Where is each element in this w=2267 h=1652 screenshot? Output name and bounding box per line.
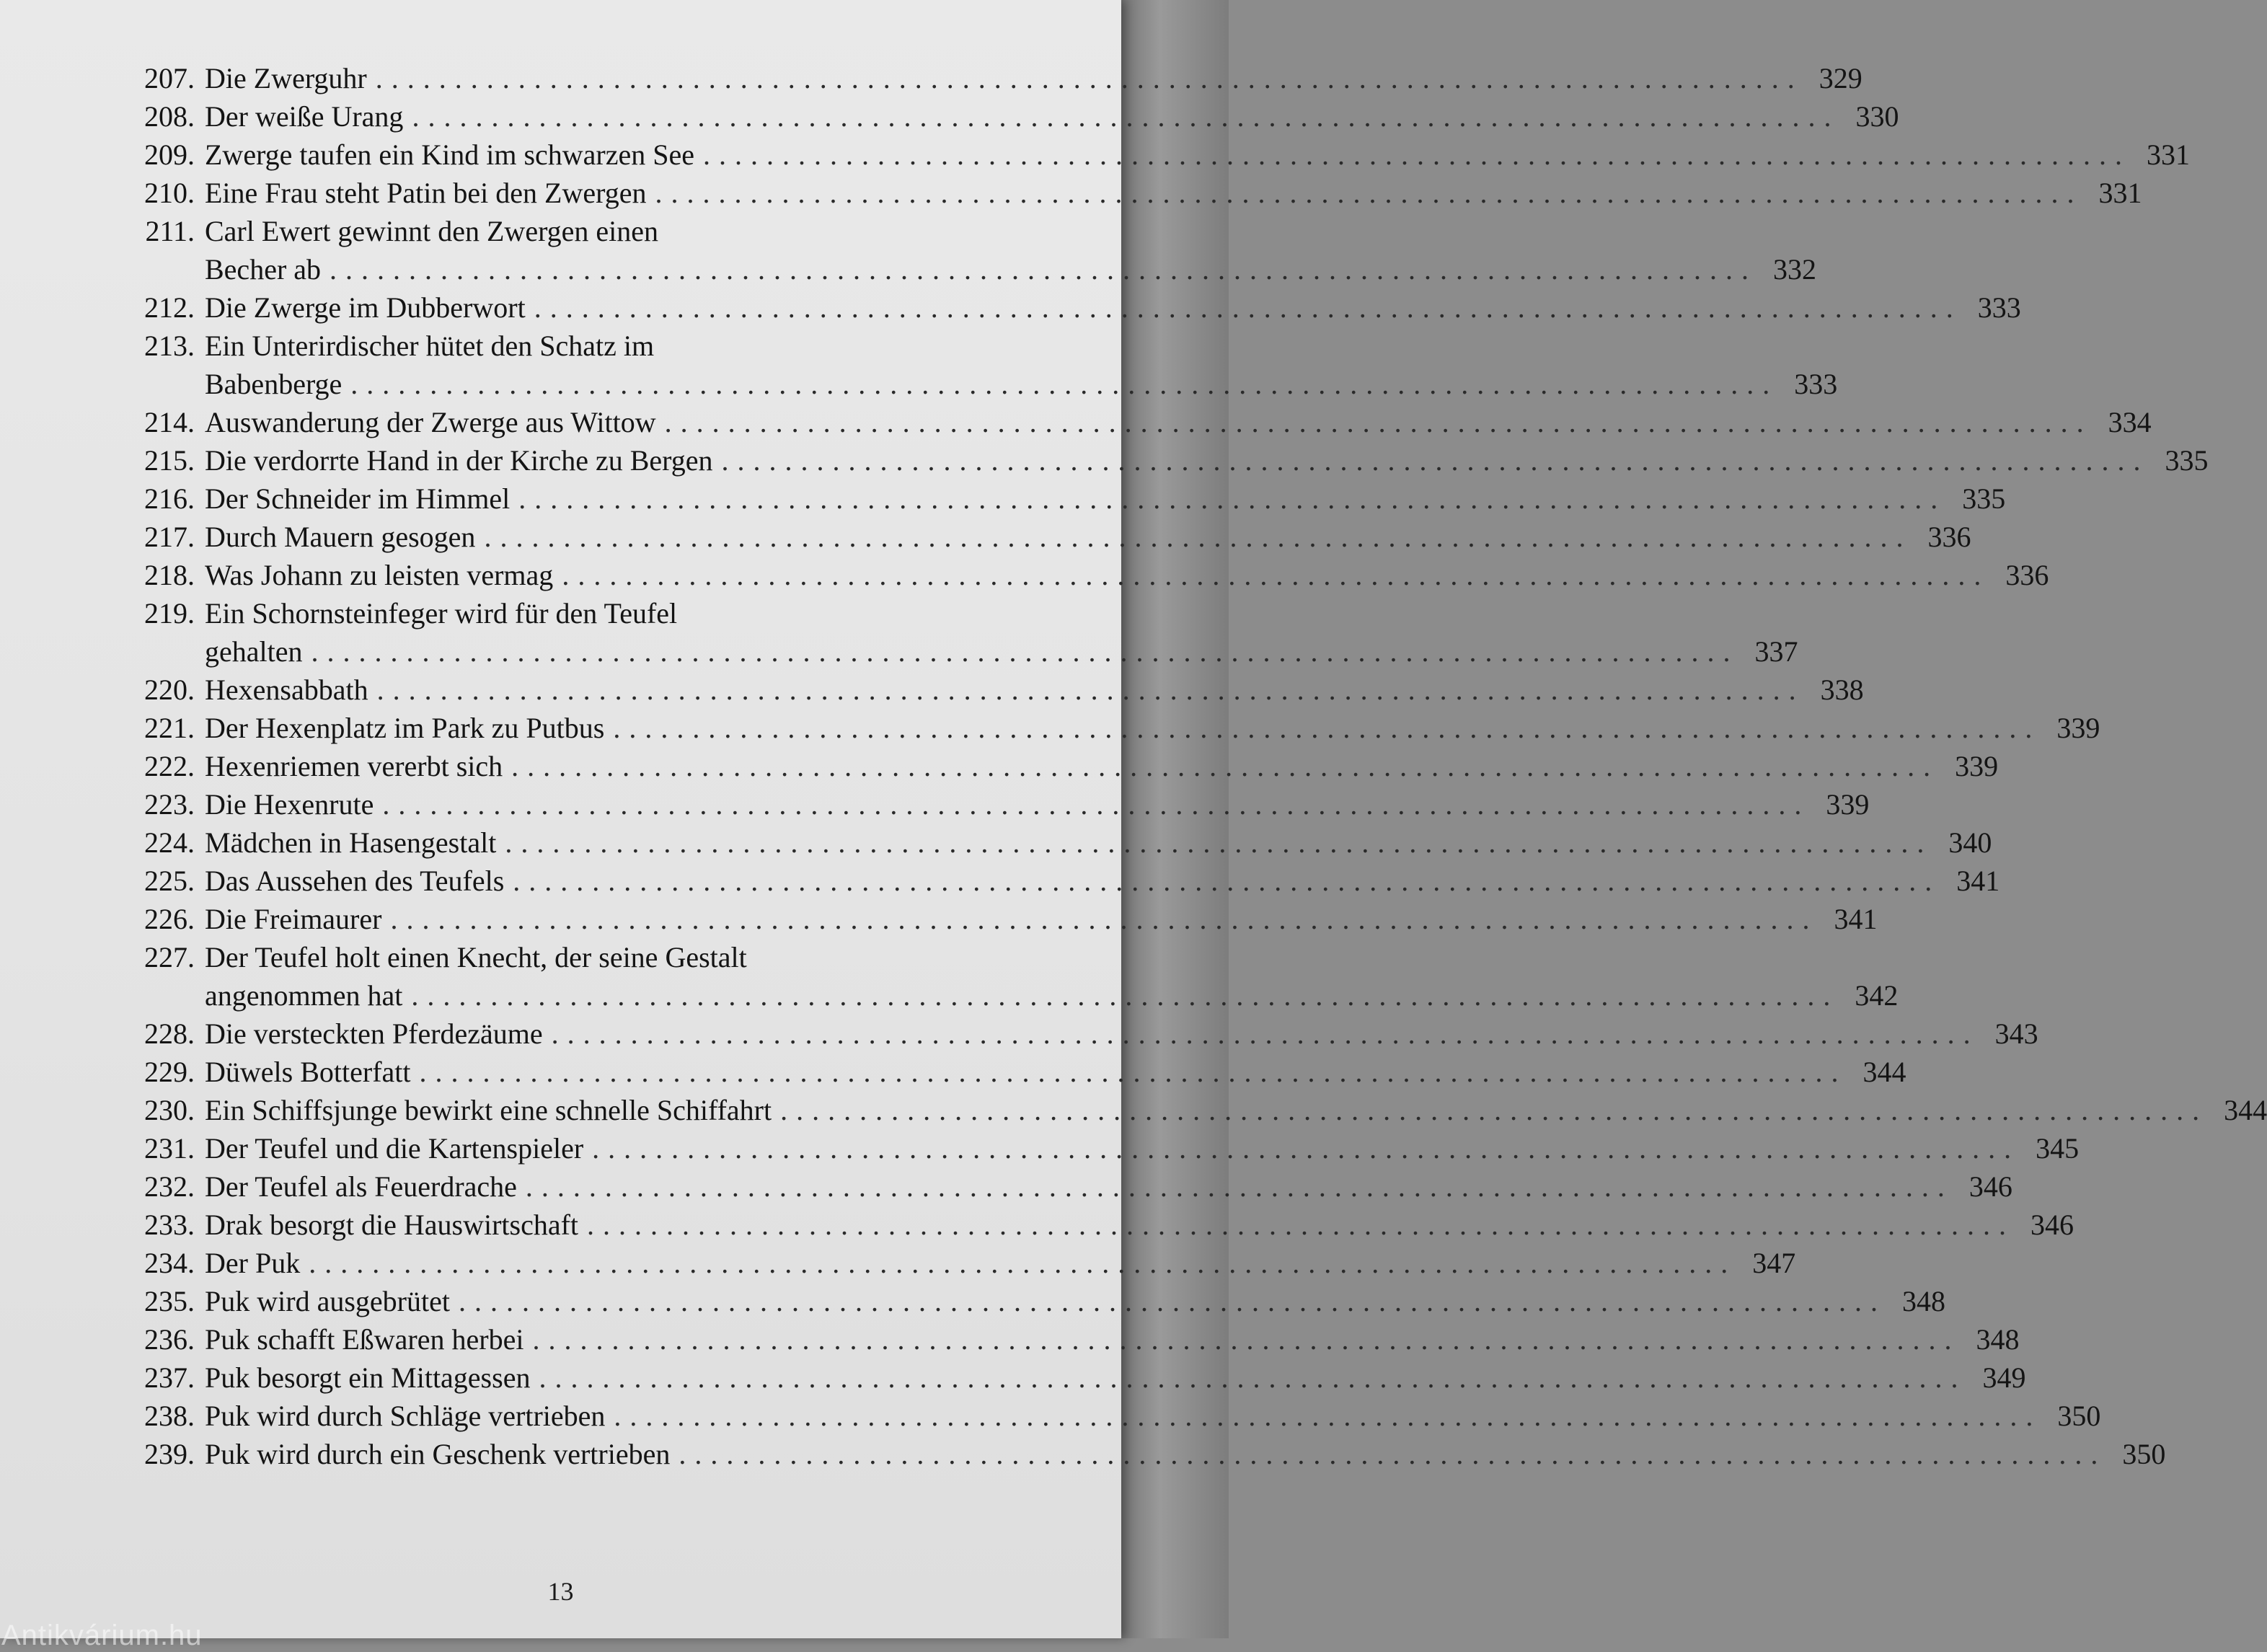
entry-page-number: 350 (2057, 1400, 2101, 1432)
dot-leader: .......................................................................................... (412, 100, 1840, 133)
entry-title: Düwels Botterfatt (205, 1056, 411, 1088)
dot-leader: .......................................................................................... (484, 521, 1912, 553)
entry-number: 221. (144, 712, 195, 744)
entry-page-number: 331 (2098, 177, 2142, 209)
entry-number: 220. (144, 673, 195, 706)
dot-leader: .......................................................................................... (511, 750, 1940, 782)
toc-entry (108, 212, 1817, 288)
dot-leader: .......................................................................................... (390, 903, 1819, 935)
entry-title: Zwerge taufen ein Kind im schwarzen See (205, 138, 695, 171)
table-of-contents (108, 59, 2267, 1473)
toc-entry (108, 671, 1864, 709)
entry-page-number: 338 (1820, 673, 1864, 706)
dot-leader: .......................................................................................... (587, 1209, 2015, 1241)
entry-title-continued: angenommen hat (205, 979, 403, 1012)
dot-leader: .......................................................................................... (679, 1438, 2107, 1470)
dot-leader: .......................................................................................... (562, 559, 1990, 591)
toc-entry (108, 938, 1899, 1015)
entry-page-number: 347 (1752, 1247, 1796, 1279)
toc-entry (108, 1244, 1796, 1282)
entry-title: Der Hexenplatz im Park zu Putbus (205, 712, 605, 744)
entry-page-number: 335 (1962, 482, 2006, 515)
entry-page-number: 333 (1977, 291, 2021, 324)
entry-number: 232. (144, 1170, 195, 1203)
toc-entry (108, 1359, 2026, 1397)
dot-leader: .......................................................................................... (330, 253, 1758, 286)
entry-title: Die versteckten Pferdezäume (205, 1017, 543, 1050)
dot-leader: .......................................................................................... (518, 482, 1947, 515)
entry-number: 239. (144, 1438, 195, 1470)
entry-number: 217. (144, 521, 195, 553)
entry-page-number: 349 (1982, 1361, 2026, 1394)
entry-page-number: 331 (2147, 138, 2191, 171)
toc-entry (108, 862, 2000, 900)
entry-title: Der Teufel als Feuerdrache (205, 1170, 517, 1203)
entry-page-number: 339 (2056, 712, 2100, 744)
toc-entry (108, 1206, 2074, 1244)
dot-leader: .......................................................................................... (703, 138, 2131, 171)
entry-number: 226. (144, 903, 195, 935)
dot-leader: .......................................................................................... (664, 406, 2093, 438)
entry-page-number: 346 (2030, 1209, 2074, 1241)
entry-page-number: 342 (1855, 979, 1899, 1012)
dot-leader: .......................................................................................... (592, 1132, 2020, 1165)
page-number-folio: 13 (547, 1577, 574, 1606)
entry-number: 209. (144, 138, 195, 171)
entry-title: Ein Schiffsjunge bewirkt eine schnelle Schiffahrt (205, 1094, 772, 1126)
entry-number: 223. (144, 788, 195, 821)
entry-title: Puk besorgt ein Mittagessen (205, 1361, 531, 1394)
entry-page-number: 348 (1901, 1285, 1945, 1317)
entry-number: 216. (144, 482, 195, 515)
entry-number: 233. (144, 1209, 195, 1241)
toc-entry (108, 136, 2191, 174)
toc-entry (108, 785, 1870, 823)
entry-page-number: 332 (1773, 253, 1817, 286)
toc-entry (108, 823, 1992, 862)
entry-number: 208. (144, 100, 195, 133)
dot-leader: .......................................................................................... (551, 1017, 1979, 1050)
toc-entry (108, 900, 1878, 938)
entry-page-number: 339 (1955, 750, 1999, 782)
entry-page-number: 336 (2005, 559, 2049, 591)
entry-title: Der Schneider im Himmel (205, 482, 511, 515)
entry-title: Ein Unterirdischer hütet den Schatz im (205, 330, 655, 362)
entry-title: Hexenriemen vererbt sich (205, 750, 503, 782)
dot-leader: .......................................................................................... (375, 62, 1803, 94)
toc-entry (108, 747, 1999, 785)
entry-title: Puk schafft Eßwaren herbei (205, 1323, 524, 1356)
entry-page-number: 348 (1976, 1323, 2020, 1356)
toc-entry (108, 441, 2209, 480)
entry-number: 238. (144, 1400, 195, 1432)
entry-title: Hexensabbath (205, 673, 368, 706)
dot-leader: .......................................................................................... (411, 979, 1839, 1012)
entry-page-number: 341 (1834, 903, 1878, 935)
entry-title: Eine Frau steht Patin bei den Zwergen (205, 177, 647, 209)
entry-page-number: 345 (2036, 1132, 2080, 1165)
dot-leader: .......................................................................................... (311, 635, 1739, 668)
entry-title: Puk wird ausgebrütet (205, 1285, 450, 1317)
entry-title: Die verdorrte Hand in der Kirche zu Bergen (205, 444, 713, 477)
entry-page-number: 340 (1948, 826, 1992, 859)
entry-page-number: 329 (1819, 62, 1862, 94)
dot-leader: .......................................................................................... (525, 1170, 1953, 1203)
toc-entry (108, 1435, 2166, 1473)
entry-number: 227. (144, 941, 195, 973)
dot-leader: .......................................................................................... (534, 291, 1962, 324)
entry-number: 231. (144, 1132, 195, 1165)
entry-page-number: 339 (1826, 788, 1870, 821)
entry-page-number: 336 (1927, 521, 1971, 553)
watermark: Antikvárium.hu (1, 1620, 203, 1651)
dot-leader: .......................................................................................... (613, 712, 2041, 744)
entry-page-number: 330 (1855, 100, 1899, 133)
entry-number: 224. (144, 826, 195, 859)
dot-leader: .......................................................................................... (539, 1361, 1967, 1394)
entry-number: 207. (144, 62, 195, 94)
toc-entry (108, 1015, 2038, 1053)
dot-leader: .......................................................................................... (376, 673, 1805, 706)
entry-number: 236. (144, 1323, 195, 1356)
dot-leader: .......................................................................................... (614, 1400, 2042, 1432)
dot-leader: .......................................................................................... (780, 1094, 2209, 1126)
dot-leader: .......................................................................................... (350, 368, 1779, 400)
toc-entry (108, 403, 2152, 441)
entry-title: Der Teufel holt einen Knecht, der seine Gestalt (205, 941, 747, 973)
entry-title: Puk wird durch Schläge vertrieben (205, 1400, 606, 1432)
entry-number: 230. (144, 1094, 195, 1126)
entry-page-number: 350 (2122, 1438, 2166, 1470)
entry-number: 218. (144, 559, 195, 591)
entry-title: Der Teufel und die Kartenspieler (205, 1132, 584, 1165)
toc-entry (108, 1320, 2020, 1359)
entry-title: Durch Mauern gesogen (205, 521, 476, 553)
entry-number: 210. (144, 177, 195, 209)
toc-entry (108, 1167, 2012, 1206)
toc-entry (108, 556, 2049, 594)
toc-entry (108, 1053, 1906, 1091)
toc-entry (108, 1091, 2267, 1129)
entry-page-number: 337 (1754, 635, 1798, 668)
toc-entry (108, 174, 2142, 212)
entry-title-continued: Becher ab (205, 253, 322, 286)
dot-leader: .......................................................................................... (419, 1056, 1847, 1088)
entry-number: 234. (144, 1247, 195, 1279)
toc-entry (108, 1397, 2101, 1435)
entry-title-continued: Babenberge (205, 368, 343, 400)
dot-leader: .......................................................................................... (382, 788, 1811, 821)
toc-entry (108, 594, 1798, 671)
dot-leader: .......................................................................................... (505, 826, 1933, 859)
entry-title: Die Zwerguhr (205, 62, 367, 94)
entry-title: Ein Schornsteinfeger wird für den Teufel (205, 597, 678, 630)
entry-number: 222. (144, 750, 195, 782)
entry-title: Die Zwerge im Dubberwort (205, 291, 526, 324)
entry-number: 229. (144, 1056, 195, 1088)
entry-title: Auswanderung der Zwerge aus Wittow (205, 406, 656, 438)
dot-leader: .......................................................................................... (721, 444, 2149, 477)
toc-entry (108, 97, 1899, 136)
entry-title: Was Johann zu leisten vermag (205, 559, 554, 591)
entry-title: Der weiße Urang (205, 100, 404, 133)
toc-entry (108, 1129, 2080, 1167)
entry-page-number: 344 (1862, 1056, 1906, 1088)
entry-number: 212. (144, 291, 195, 324)
dot-leader: .......................................................................................... (655, 177, 2083, 209)
entry-title: Mädchen in Hasengestalt (205, 826, 497, 859)
entry-title: Die Hexenrute (205, 788, 374, 821)
entry-number: 237. (144, 1361, 195, 1394)
entry-number: 214. (144, 406, 195, 438)
dot-leader: .......................................................................................... (513, 865, 1941, 897)
entry-page-number: 343 (1994, 1017, 2038, 1050)
entry-page-number: 341 (1956, 865, 2000, 897)
entry-title: Das Aussehen des Teufels (205, 865, 505, 897)
toc-entry (108, 518, 1971, 556)
toc-entry (108, 288, 2021, 327)
toc-entry (108, 59, 1862, 97)
entry-number: 213. (144, 330, 195, 362)
dot-leader: .......................................................................................... (458, 1285, 1886, 1317)
entry-number: 215. (144, 444, 195, 477)
dot-leader: .......................................................................................... (309, 1247, 1737, 1279)
entry-number: 219. (144, 597, 195, 630)
toc-entry (108, 327, 1838, 403)
entry-title: Carl Ewert gewinnt den Zwergen einen (205, 215, 659, 247)
entry-number: 211. (145, 215, 195, 247)
entry-title: Puk wird durch ein Geschenk vertrieben (205, 1438, 671, 1470)
entry-page-number: 346 (1968, 1170, 2012, 1203)
entry-title: Drak besorgt die Hauswirtschaft (205, 1209, 579, 1241)
entry-title-continued: gehalten (205, 635, 303, 668)
entry-number: 225. (144, 865, 195, 897)
entry-page-number: 334 (2108, 406, 2152, 438)
entry-page-number: 333 (1794, 368, 1838, 400)
entry-number: 228. (144, 1017, 195, 1050)
entry-title: Der Puk (205, 1247, 301, 1279)
toc-entry (108, 709, 2100, 747)
entry-page-number: 335 (2165, 444, 2209, 477)
entry-page-number: 344 (2224, 1094, 2267, 1126)
entry-title: Die Freimaurer (205, 903, 382, 935)
dot-leader: .......................................................................................... (532, 1323, 1961, 1356)
entry-number: 235. (144, 1285, 195, 1317)
toc-entry (108, 1282, 1945, 1320)
toc-entry (108, 480, 2006, 518)
